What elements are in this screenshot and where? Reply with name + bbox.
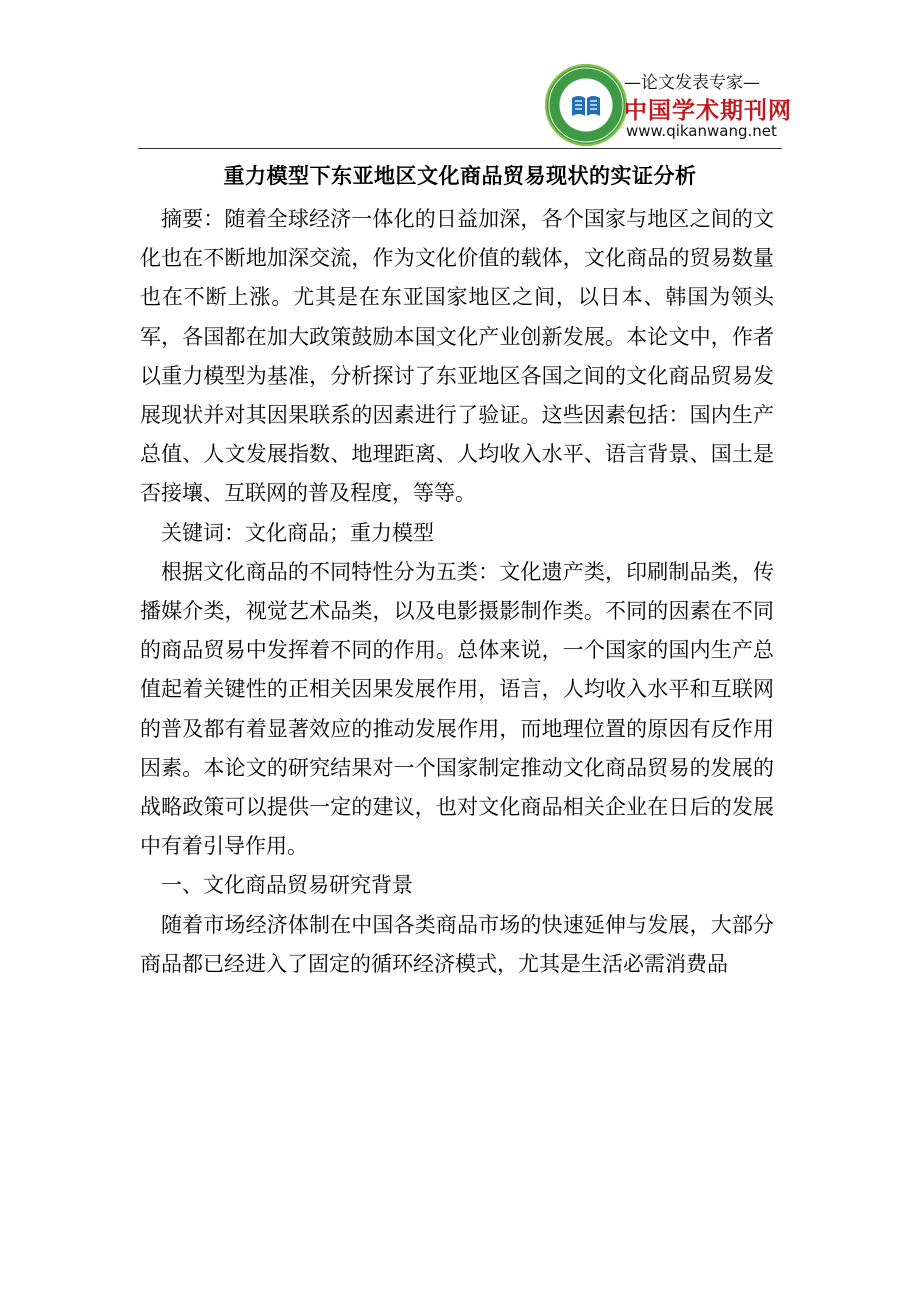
journal-logo-icon xyxy=(545,64,627,146)
document-title: 重力模型下东亚地区文化商品贸易现状的实证分析 xyxy=(223,164,697,188)
header-divider xyxy=(138,148,782,149)
logo-url: www.qikanwang.net xyxy=(626,122,777,140)
abstract-paragraph: 摘要：随着全球经济一体化的日益加深，各个国家与地区之间的文化也在不断地加深交流，作为文化价值的载体，文化商品的贸易数量也在不断上涨。尤其是在东亚国家地区之间，以日本、韩国为领头军，各国都在加大政策鼓励本国文化产业创新发展。本论文中，作者以重力模型为基准，分析探讨了东亚地区各国之间的文化商品贸易发展现状并对其因果联系的因素进行了验证。这些因素包括：国内生产总值、人文发展指数、地理距离、人均收入水平、语言背景、国土是否接壤、互联网的普及程度，等等。 xyxy=(140,207,774,506)
body-paragraph: 随着市场经济体制在中国各类商品市场的快速延伸与发展，大部分商品都已经进入了固定的循环经济模式，尤其是生活必需消费品 xyxy=(140,912,774,976)
logo-name: 中国学术期刊网 xyxy=(624,98,792,124)
logo-tagline: —论文发表专家— xyxy=(624,73,760,93)
document-body xyxy=(140,200,774,984)
body-paragraph: 根据文化商品的不同特性分为五类：文化遗产类，印刷制品类，传播媒介类，视觉艺术品类，以及电影摄影制作类。不同的因素在不同的商品贸易中发挥着不同的作用。总体来说，一个国家的国内生产总值起着关键性的正相关因果发展作用，语言，人均收入水平和互联网的普及都有着显著效应的推动发展作用，而地理位置的原因有反作用因素。本论文的研究结果对一个国家制定推动文化商品贸易的发展的战略政策可以提供一定的建议，也对文化商品相关企业在日后的发展中有着引导作用。 xyxy=(140,559,774,859)
page-header xyxy=(0,0,920,152)
section-heading: 一、文化商品贸易研究背景 xyxy=(161,873,413,898)
keywords-line: 关键词：文化商品；重力模型 xyxy=(161,520,434,545)
